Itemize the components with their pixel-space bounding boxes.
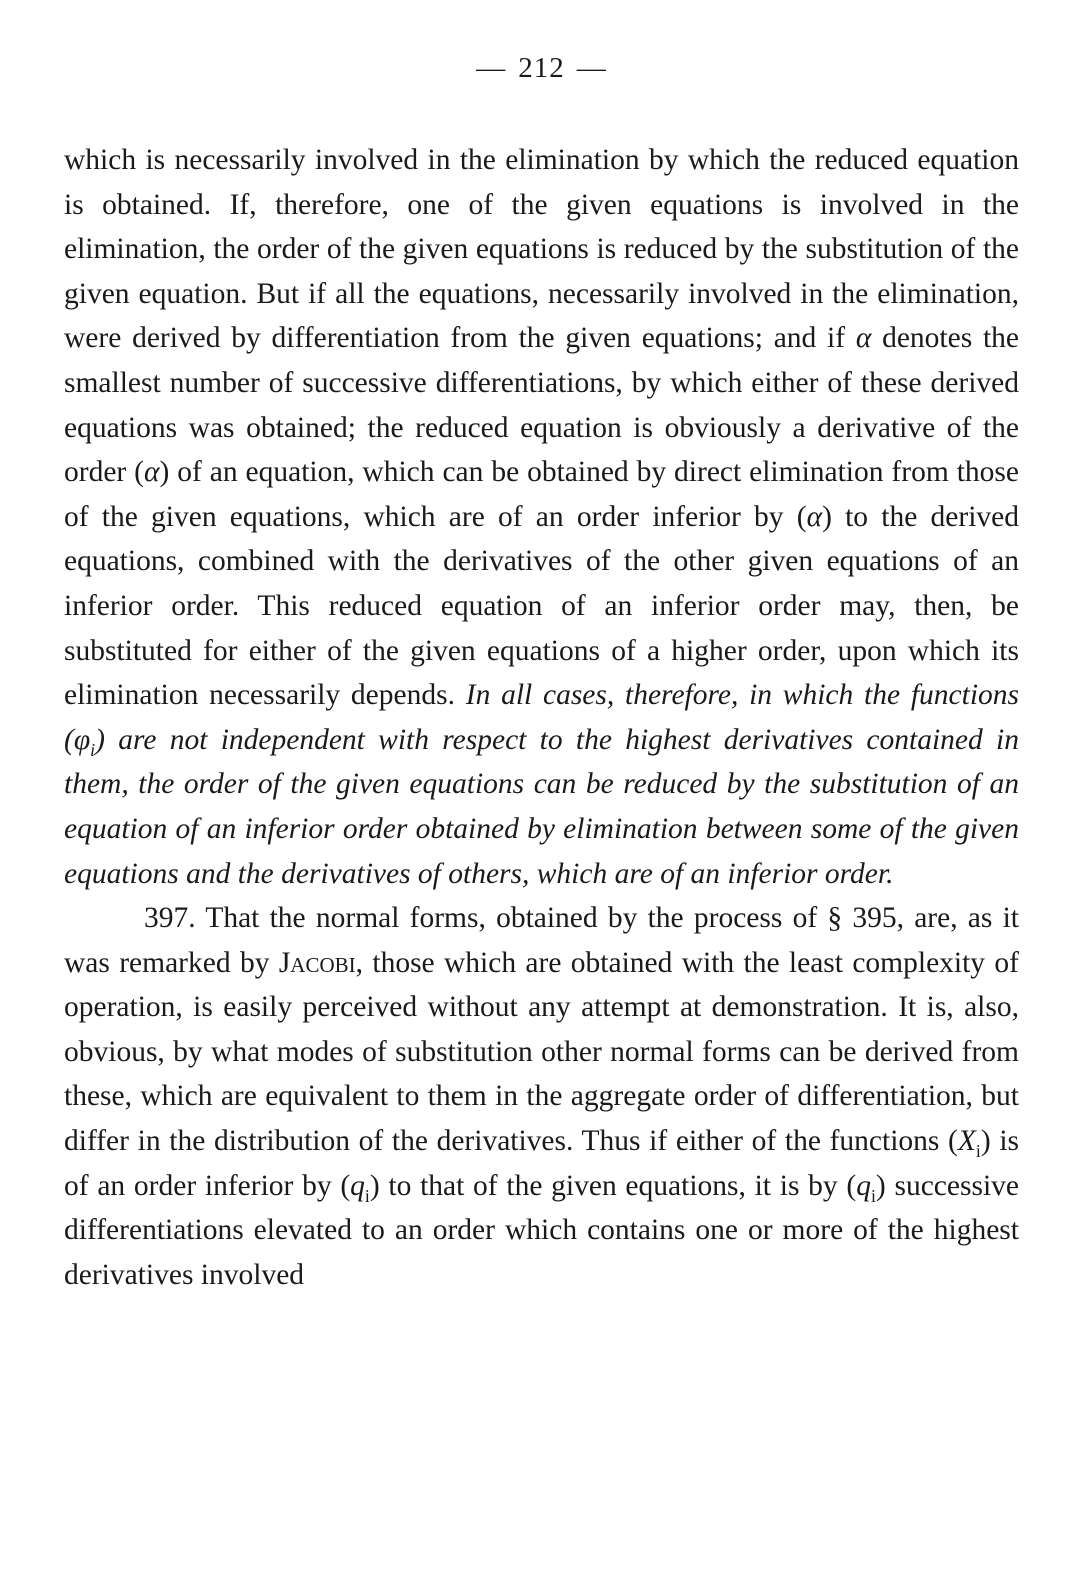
paragraph-1-text-c: ) of an equation, which can be obtained by direct elimination from those of the given equations, which are of an order inferior by (: [64, 456, 1019, 533]
x-symbol: X: [957, 1125, 976, 1158]
q-symbol: q: [856, 1169, 871, 1202]
page-number-header: [64, 38, 1019, 98]
q-symbol: q: [350, 1169, 365, 1202]
alpha-symbol: α: [144, 456, 160, 489]
page-number-dash-right: —: [576, 52, 607, 84]
paragraph-2-text-d: ) to that of the given equations, it is by (: [369, 1169, 857, 1202]
paragraph-397: [64, 896, 1019, 1297]
alpha-symbol: α: [855, 322, 872, 355]
x-subscript: i: [975, 1140, 981, 1161]
italic-text-a: In all cases, therefore, in which the functions (: [64, 679, 1019, 756]
paragraph-1-text-b: denotes the smallest number of successive differentiations, by which either of these derived equations was obtained; the reduced equation is obviously a derivative of the order (: [64, 322, 1019, 489]
phi-symbol: φ: [73, 723, 91, 756]
paragraph-2-text-e: ) successive differentiations elevated to an order which contains one or more of the highest derivatives involved: [64, 1169, 1019, 1291]
paragraph-1-text-d: ) to the derived equations, combined with the derivatives of the other given equations of an inferior order. This reduced equation of an inferior order may, then, be substituted for either of the given equations of a higher order, upon which its elimination necessarily depends.: [64, 500, 1019, 712]
q-subscript: i: [364, 1185, 370, 1206]
paragraph-continued: [64, 138, 1019, 896]
q-subscript: i: [870, 1185, 876, 1206]
italic-text-b: ) are not independent with respect to the highest derivatives contained in them, the order of the given equations can be reduced by the substitution of an equation of an inferior order obtained by elimination between some of the given equations and the derivatives of others, which are of an inferior order.: [64, 723, 1019, 890]
author-name-jacobi: Jacobi: [278, 946, 356, 979]
paragraph-2-text-b: , those which are obtained with the least complexity of operation, is easily perceived without any attempt at demonstration. It is, also, obvious, by what modes of substitution other normal forms can be derived from these, which are equivalent to them in the aggregate order of differentiation, but differ in the distribution of the derivatives. Thus if either of the functions (: [64, 946, 1019, 1158]
book-page: [64, 38, 1019, 1297]
phi-subscript: i: [90, 739, 96, 760]
paragraph-1-text-a: which is necessarily involved in the elimination by which the reduced equation is obtained. If, therefore, one of the given equations is involved in the elimination, the order of the given equations is reduced by the substitution of the given equation. But if all the equations, necessarily involved in the elimination, were derived by differentiation from the given equations; and if: [64, 144, 1019, 355]
paragraph-2-text-c: ) is of an order inferior by (: [64, 1125, 1020, 1202]
paragraph-2-text-a: 397. That the normal forms, obtained by the process of § 395, are, as it was remarked by: [64, 902, 1019, 979]
page-number-dash-left: —: [476, 52, 507, 84]
page-number: 212: [518, 52, 565, 84]
alpha-symbol: α: [806, 500, 823, 533]
